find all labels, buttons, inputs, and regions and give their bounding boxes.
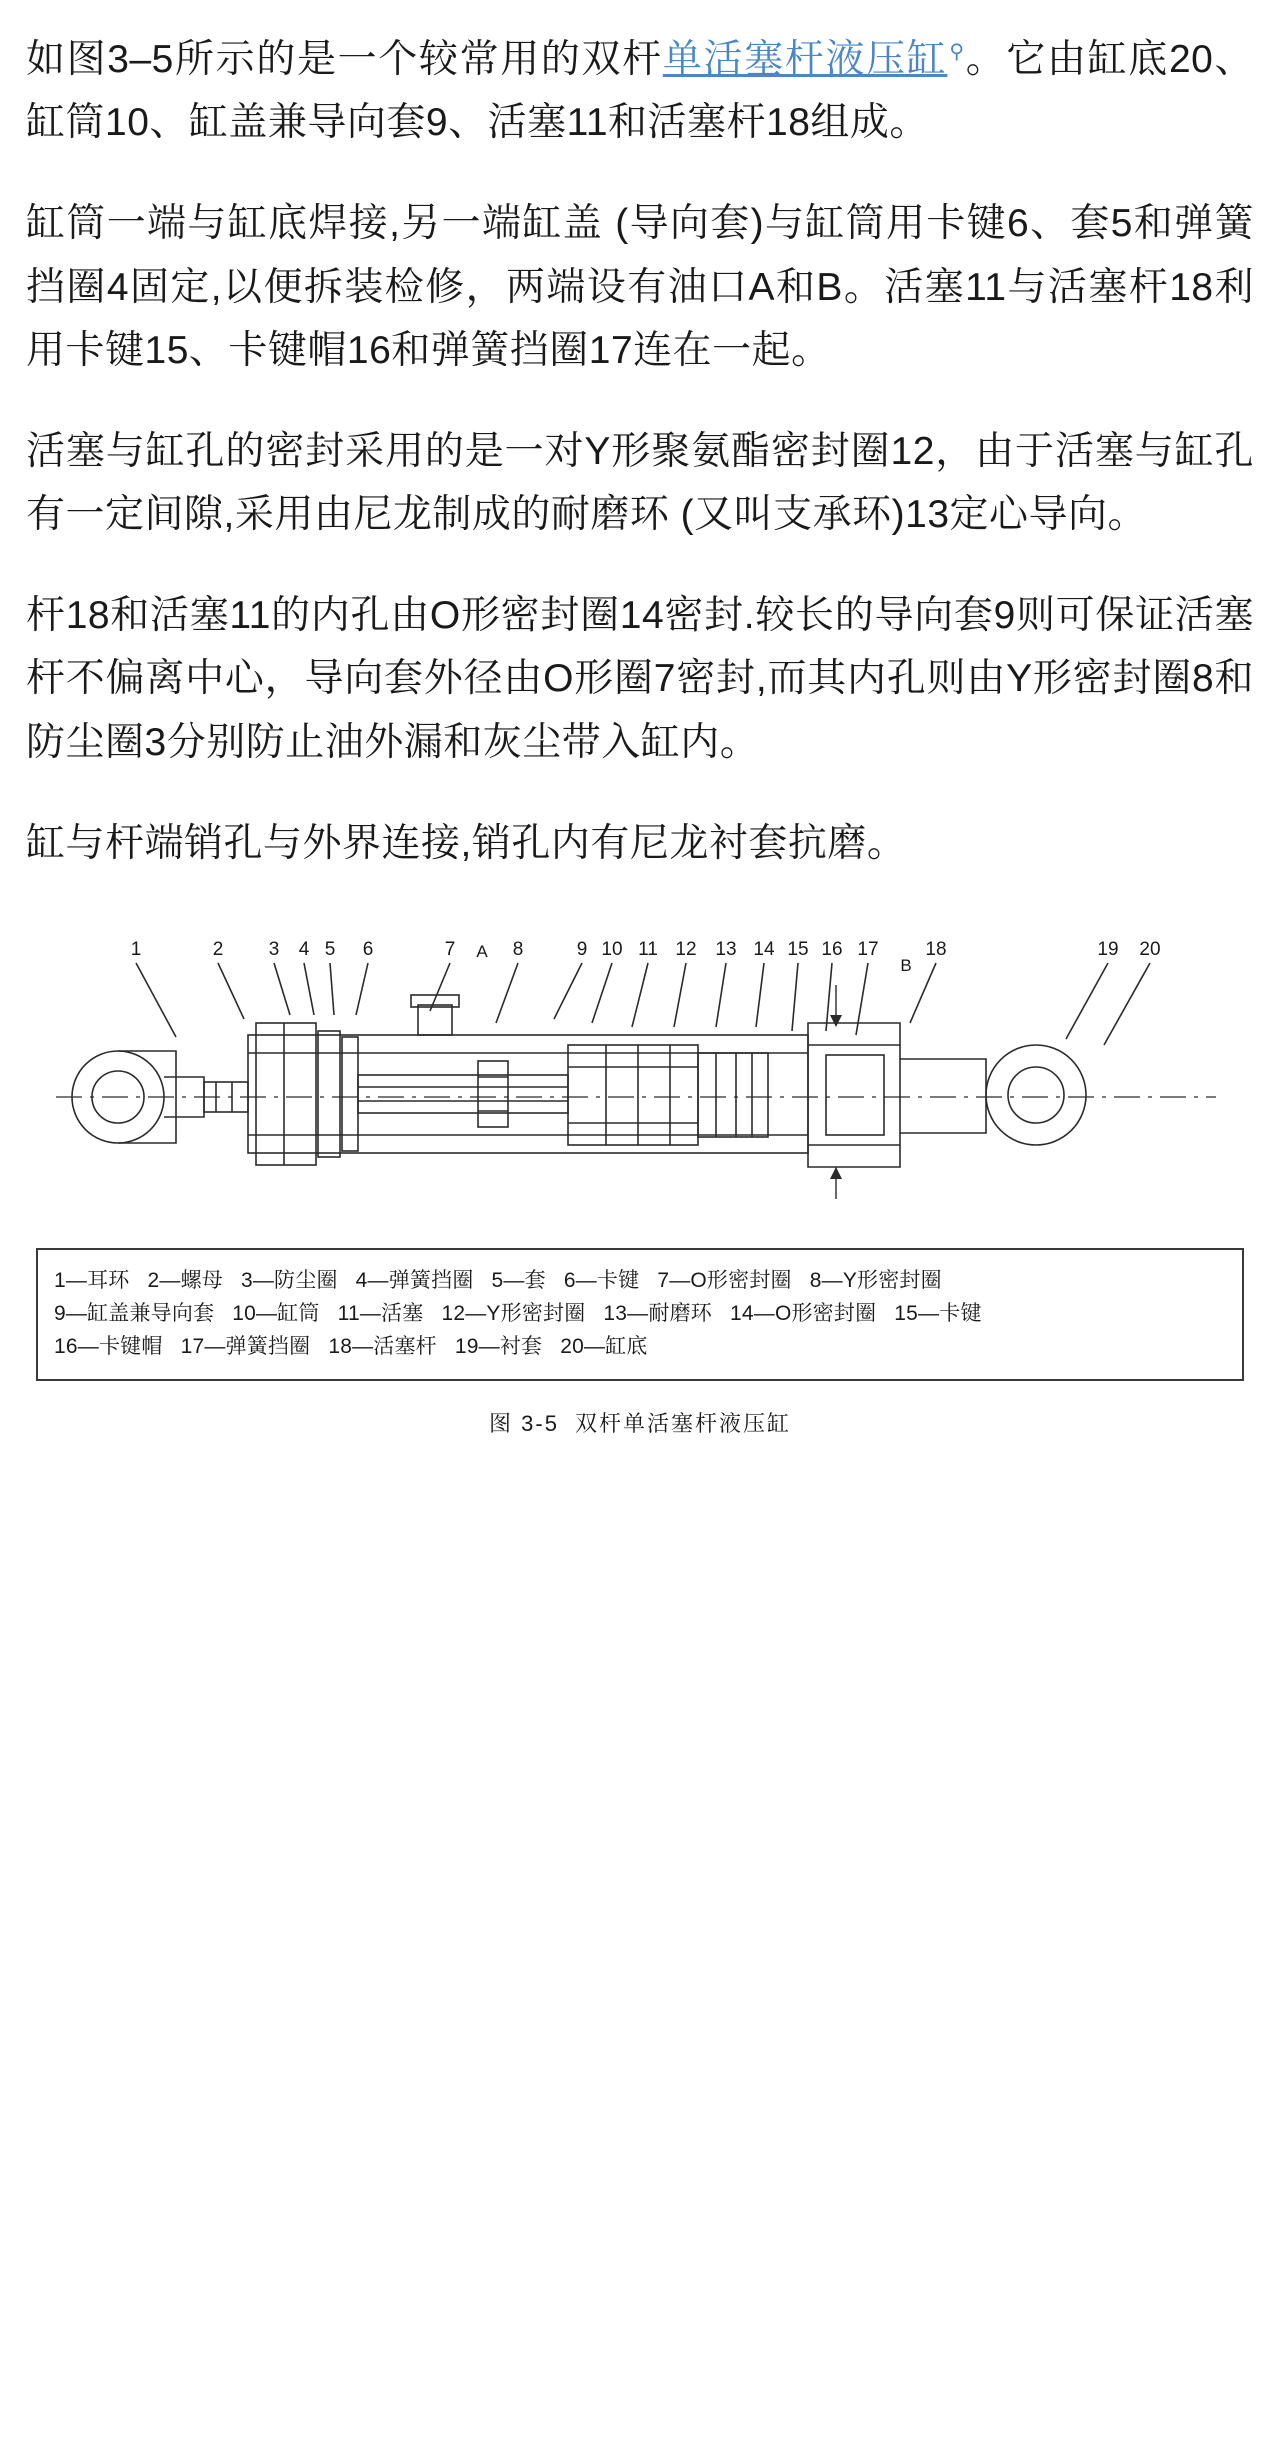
legend-row-2	[54, 1297, 1226, 1330]
svg-text:1: 1	[130, 938, 142, 960]
figure-drawing	[26, 927, 1254, 1232]
svg-text:12: 12	[675, 938, 697, 960]
legend-item: 13—耐磨环	[603, 1302, 712, 1326]
svg-text:7: 7	[444, 938, 456, 960]
svg-text:6: 6	[362, 938, 374, 960]
svg-text:17: 17	[857, 938, 879, 960]
paragraph-3: 活塞与缸孔的密封采用的是一对Y形聚氨酯密封圈12，由于活塞与缸孔有一定间隙,采用由尼龙制成的耐磨环 (又叫支承环)13定心导向。	[26, 429, 1254, 537]
legend-item: 18—活塞杆	[328, 1335, 437, 1359]
legend-row-1	[54, 1264, 1226, 1297]
paragraph-1-text-b: 。它由缸底20、缸筒10、缸盖兼导向套9、活塞11和活塞杆18组成。	[26, 38, 1254, 145]
figure-hydraulic-cylinder	[26, 927, 1254, 1439]
svg-text:19: 19	[1097, 938, 1119, 960]
svg-text:16: 16	[821, 938, 843, 960]
paragraph-1	[26, 28, 1254, 154]
legend-row-3	[54, 1330, 1226, 1363]
svg-text:B: B	[900, 955, 912, 975]
legend-item: 14—O形密封圈	[729, 1302, 877, 1326]
inline-link-hydraulic-cylinder[interactable]: 单活塞杆液压缸	[662, 38, 948, 81]
legend-item: 9—缸盖兼导向套	[54, 1302, 215, 1326]
svg-text:2: 2	[212, 938, 224, 960]
legend-item: 19—衬套	[454, 1335, 543, 1359]
figure-legend	[36, 1248, 1244, 1382]
legend-item: 20—缸底	[560, 1335, 648, 1359]
legend-item: 3—防尘圈	[240, 1268, 338, 1292]
svg-text:4: 4	[298, 938, 310, 960]
legend-item: 12—Y形密封圈	[441, 1302, 586, 1326]
legend-item: 16—卡键帽	[54, 1335, 163, 1359]
legend-item: 7—O形密封圈	[657, 1268, 792, 1292]
svg-text:10: 10	[601, 938, 623, 960]
figure-caption-number: 图 3-5	[489, 1411, 559, 1437]
legend-item: 5—套	[491, 1268, 546, 1292]
svg-text:A: A	[476, 941, 488, 961]
svg-text:14: 14	[753, 938, 775, 960]
search-icon[interactable]: ⚲	[949, 41, 965, 63]
paragraph-5: 缸与杆端销孔与外界连接,销孔内有尼龙衬套抗磨。	[26, 821, 907, 865]
legend-item: 11—活塞	[337, 1302, 424, 1326]
legend-item: 10—缸筒	[232, 1302, 320, 1326]
legend-item: 2—螺母	[147, 1268, 223, 1292]
svg-text:9: 9	[576, 938, 588, 960]
svg-text:11: 11	[638, 938, 658, 960]
figure-caption	[26, 1407, 1254, 1438]
legend-item: 6—卡键	[563, 1268, 640, 1292]
legend-item: 17—弹簧挡圈	[180, 1335, 311, 1359]
svg-text:20: 20	[1139, 938, 1161, 960]
svg-text:13: 13	[715, 938, 737, 960]
svg-text:3: 3	[268, 938, 280, 960]
svg-text:8: 8	[512, 938, 524, 960]
svg-text:5: 5	[324, 938, 336, 960]
svg-text:15: 15	[787, 938, 809, 960]
figure-caption-text: 双杆单活塞杆液压缸	[574, 1411, 791, 1437]
paragraph-2: 缸筒一端与缸底焊接,另一端缸盖 (导向套)与缸筒用卡键6、套5和弹簧挡圈4固定,以便拆装检修，两端设有油口A和B。活塞11与活塞杆18利用卡键15、卡键帽16和弹簧挡圈17连在一起。	[26, 202, 1254, 372]
svg-text:18: 18	[925, 938, 947, 960]
paragraph-4: 杆18和活塞11的内孔由O形密封圈14密封.较长的导向套9则可保证活塞杆不偏离中心，导向套外径由O形圈7密封,而其内孔则由Y形密封圈8和防尘圈3分别防止油外漏和灰尘带入缸内。	[26, 594, 1254, 764]
legend-item: 8—Y形密封圈	[809, 1268, 942, 1292]
paragraph-1-text-a: 如图3–5所示的是一个较常用的双杆	[26, 38, 663, 81]
legend-item: 15—卡键	[894, 1302, 982, 1326]
legend-item: 1—耳环	[54, 1268, 130, 1292]
legend-item: 4—弹簧挡圈	[355, 1268, 474, 1292]
